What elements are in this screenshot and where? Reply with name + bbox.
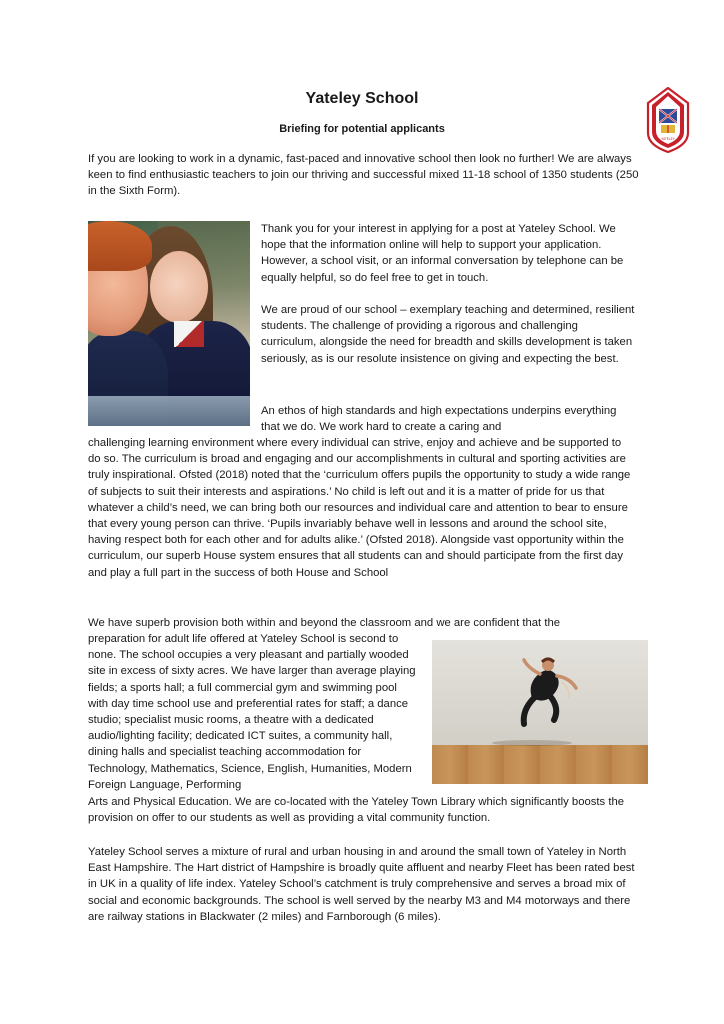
dancer-photo [432, 640, 648, 784]
paragraph-proud: We are proud of our school – exemplary teaching and determined, resilient students. The challenge of providing a rigorous and challenging curriculum, alongside the need for breadth and skills development is taken seriously, as is our resolute insistence on giving and expecting the best. [261, 304, 635, 365]
students-photo [88, 221, 250, 426]
document-title: Yateley School [305, 90, 419, 107]
paragraph-provision-end: Arts and Physical Education. We are co-located with the Yateley Town Library which significantly boosts the provision on offer to our students as well as providing a vital community function. [88, 796, 625, 825]
paragraph-ethos-start: An ethos of high standards and high expectations underpins everything that we do. We work hard to create a caring and [261, 405, 617, 434]
dancer-figure [502, 648, 592, 738]
document-subtitle: Briefing for potential applicants [279, 123, 445, 135]
paragraph-thank-you: Thank you for your interest in applying for a post at Yateley School. We hope that the information online will help to support your application. However, a school visit, or an informal conversation by telephone can be equally helpful, so do feel free to get in touch. [261, 223, 624, 284]
intro-paragraph: If you are looking to work in a dynamic, fast-paced and innovative school then look no further! We are always keen to find enthusiastic teachers to join our thriving and successful mixed 11-18 school of 1350 students (250 in the Sixth Form). [88, 153, 639, 198]
paragraph-provision-start: We have superb provision both within and beyond the classroom and we are confident that the [88, 617, 561, 629]
paragraph-provision-middle: preparation for adult life offered at Yateley School is second to none. The school occupies a very pleasant and partially wooded site in excess of sixty acres. We have larger than average playing fields; a sports hall; a full commercial gym and swimming pool with day time school use and preferential rates for staff; a dance studio; specialist music rooms, a theatre with a dedicated audio/lighting facility; dedicated ICT suites, a community hall, dining halls and specialist teaching accommodation for Technology, Mathematics, Science, English, Humanities, Modern Foreign Language, Performing [88, 633, 416, 791]
paragraph-location: Yateley School serves a mixture of rural and urban housing in and around the small town of Yateley in North East Hampshire. The Hart district of Hampshire is broadly quite affluent and nearby Fleet has been rated best in UK in a quality of life index. Yateley School’s catchment is truly comprehensive and serves a broad mix of social and economic backgrounds. The school is well served by the nearby M3 and M4 motorways and there are railway stations in Blackwater (2 miles) and Farnborough (6 miles). [88, 846, 635, 923]
svg-text:YATELEY: YATELEY [661, 137, 675, 141]
paragraph-ethos-continued: challenging learning environment where every individual can strive, enjoy and achieve and be supported to do so. The curriculum is broad and engaging and our accomplishments in cultural and sporting activities are truly inspirational. Ofsted (2018) noted that the ‘curriculum offers pupils the opportunity to study a wide range of subjects to suit their interests and aspirations.’ No child is left out and it is a matter of pride for us that whatever a child’s need, we can bring both our resources and individual care and attention to bear to ensure that every young person can thrive. ‘Pupils invariably behave well in lessons and around the school site, having respect both for each other and for adults alike.’ (Ofsted 2018). Alongside vast opportunity within the curriculum, our superb House system ensures that all students can and should participate from the first day and play a full part in the success of both House and School [88, 437, 631, 579]
